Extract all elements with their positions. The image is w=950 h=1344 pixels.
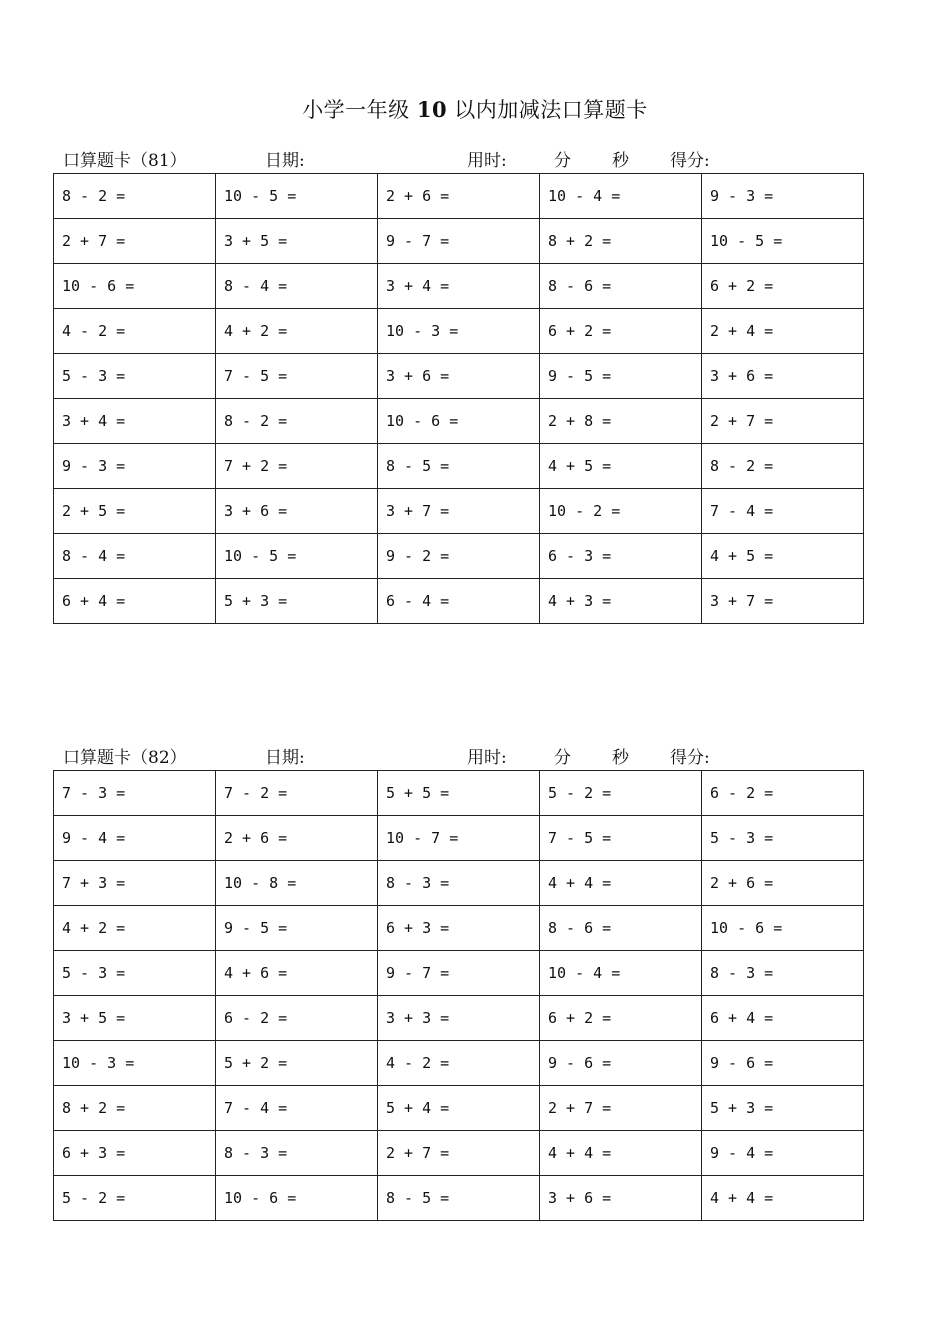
problem-cell: 5 - 3 = xyxy=(54,354,216,399)
problem-cell: 7 - 2 = xyxy=(216,771,378,816)
problem-cell: 9 - 7 = xyxy=(378,219,540,264)
time-label: 用时: xyxy=(467,151,507,171)
date-label: 日期: xyxy=(265,748,305,768)
title-number: 10 xyxy=(416,97,448,122)
table-row xyxy=(54,354,864,399)
problem-cell: 4 - 2 = xyxy=(378,1041,540,1086)
problem-cell: 2 + 6 = xyxy=(378,174,540,219)
problem-cell: 10 - 8 = xyxy=(216,861,378,906)
problem-cell: 3 + 4 = xyxy=(54,399,216,444)
problem-cell: 7 - 5 = xyxy=(216,354,378,399)
problem-cell: 7 - 5 = xyxy=(540,816,702,861)
minutes-label: 分 xyxy=(554,748,571,768)
problem-cell: 8 + 2 = xyxy=(540,219,702,264)
problem-cell: 10 - 6 = xyxy=(702,906,864,951)
problem-cell: 9 - 3 = xyxy=(54,444,216,489)
problem-cell: 6 - 2 = xyxy=(216,996,378,1041)
problem-cell: 4 + 5 = xyxy=(702,534,864,579)
problem-cell: 6 - 2 = xyxy=(702,771,864,816)
problem-cell: 10 - 2 = xyxy=(540,489,702,534)
problem-cell: 5 - 3 = xyxy=(54,951,216,996)
problem-cell: 2 + 7 = xyxy=(54,219,216,264)
problem-cell: 5 - 2 = xyxy=(540,771,702,816)
problem-cell: 8 + 2 = xyxy=(54,1086,216,1131)
problem-cell: 2 + 8 = xyxy=(540,399,702,444)
problem-cell: 9 - 5 = xyxy=(540,354,702,399)
seconds-label: 秒 xyxy=(612,151,629,171)
table-row xyxy=(54,1176,864,1221)
problem-cell: 2 + 7 = xyxy=(540,1086,702,1131)
problem-cell: 8 - 3 = xyxy=(378,861,540,906)
problem-cell: 10 - 5 = xyxy=(216,174,378,219)
problem-cell: 6 + 3 = xyxy=(54,1131,216,1176)
problem-cell: 8 - 6 = xyxy=(540,906,702,951)
score-label: 得分: xyxy=(670,151,710,171)
table-row xyxy=(54,906,864,951)
problem-cell: 8 - 5 = xyxy=(378,1176,540,1221)
table-row xyxy=(54,996,864,1041)
problem-cell: 3 + 5 = xyxy=(54,996,216,1041)
card-header xyxy=(0,743,950,767)
problem-cell: 4 + 2 = xyxy=(216,309,378,354)
problem-cell: 10 - 4 = xyxy=(540,174,702,219)
problem-cell: 5 + 3 = xyxy=(702,1086,864,1131)
problem-cell: 8 - 2 = xyxy=(216,399,378,444)
problem-cell: 6 + 4 = xyxy=(54,579,216,624)
date-label: 日期: xyxy=(265,151,305,171)
problem-cell: 9 - 2 = xyxy=(378,534,540,579)
table-row xyxy=(54,174,864,219)
problem-cell: 8 - 2 = xyxy=(702,444,864,489)
table-row xyxy=(54,771,864,816)
problem-cell: 9 - 4 = xyxy=(54,816,216,861)
table-row xyxy=(54,1041,864,1086)
problem-table xyxy=(53,770,864,1221)
problem-cell: 5 + 3 = xyxy=(216,579,378,624)
problem-cell: 7 + 3 = xyxy=(54,861,216,906)
problem-cell: 2 + 6 = xyxy=(702,861,864,906)
card-label: 口算题卡（81） xyxy=(63,151,187,171)
problem-cell: 2 + 7 = xyxy=(702,399,864,444)
problem-cell: 5 + 5 = xyxy=(378,771,540,816)
problem-cell: 6 - 3 = xyxy=(540,534,702,579)
problem-cell: 10 - 7 = xyxy=(378,816,540,861)
problem-cell: 4 + 5 = xyxy=(540,444,702,489)
table-row xyxy=(54,534,864,579)
problem-cell: 10 - 6 = xyxy=(378,399,540,444)
table-row xyxy=(54,816,864,861)
problem-cell: 4 + 3 = xyxy=(540,579,702,624)
problem-cell: 5 - 3 = xyxy=(702,816,864,861)
problem-cell: 6 + 3 = xyxy=(378,906,540,951)
problem-cell: 2 + 7 = xyxy=(378,1131,540,1176)
problem-cell: 4 + 4 = xyxy=(540,861,702,906)
problem-cell: 3 + 6 = xyxy=(378,354,540,399)
problem-cell: 9 - 3 = xyxy=(702,174,864,219)
problem-cell: 5 + 4 = xyxy=(378,1086,540,1131)
table-row xyxy=(54,1131,864,1176)
problem-cell: 9 - 6 = xyxy=(540,1041,702,1086)
table-row xyxy=(54,861,864,906)
table-row xyxy=(54,951,864,996)
problem-cell: 8 - 5 = xyxy=(378,444,540,489)
problem-cell: 10 - 5 = xyxy=(702,219,864,264)
table-row xyxy=(54,399,864,444)
card-label: 口算题卡（82） xyxy=(63,748,187,768)
problem-cell: 3 + 5 = xyxy=(216,219,378,264)
problem-cell: 7 - 3 = xyxy=(54,771,216,816)
problem-cell: 6 + 2 = xyxy=(540,309,702,354)
problem-cell: 4 - 2 = xyxy=(54,309,216,354)
problem-cell: 7 + 2 = xyxy=(216,444,378,489)
problem-table xyxy=(53,173,864,624)
title-prefix: 小学一年级 xyxy=(302,98,417,122)
minutes-label: 分 xyxy=(554,151,571,171)
problem-cell: 2 + 5 = xyxy=(54,489,216,534)
table-row xyxy=(54,1086,864,1131)
problem-cell: 8 - 4 = xyxy=(54,534,216,579)
problem-cell: 8 - 2 = xyxy=(54,174,216,219)
problem-cell: 6 + 2 = xyxy=(702,264,864,309)
score-label: 得分: xyxy=(670,748,710,768)
problem-cell: 4 + 6 = xyxy=(216,951,378,996)
problem-cell: 3 + 6 = xyxy=(702,354,864,399)
card-header xyxy=(0,146,950,170)
seconds-label: 秒 xyxy=(612,748,629,768)
table-row xyxy=(54,264,864,309)
problem-cell: 4 + 4 = xyxy=(540,1131,702,1176)
problem-cell: 10 - 4 = xyxy=(540,951,702,996)
problem-cell: 8 - 3 = xyxy=(216,1131,378,1176)
problem-cell: 10 - 6 = xyxy=(216,1176,378,1221)
problem-cell: 3 + 7 = xyxy=(378,489,540,534)
problem-cell: 10 - 3 = xyxy=(378,309,540,354)
problem-cell: 8 - 4 = xyxy=(216,264,378,309)
problem-cell: 3 + 6 = xyxy=(216,489,378,534)
problem-cell: 9 - 6 = xyxy=(702,1041,864,1086)
problem-cell: 2 + 6 = xyxy=(216,816,378,861)
page-title xyxy=(0,94,950,124)
problem-cell: 8 - 3 = xyxy=(702,951,864,996)
problem-cell: 5 + 2 = xyxy=(216,1041,378,1086)
problem-cell: 6 - 4 = xyxy=(378,579,540,624)
problem-cell: 4 + 4 = xyxy=(702,1176,864,1221)
problem-cell: 10 - 3 = xyxy=(54,1041,216,1086)
problem-cell: 3 + 6 = xyxy=(540,1176,702,1221)
table-row xyxy=(54,219,864,264)
problem-cell: 8 - 6 = xyxy=(540,264,702,309)
problem-cell: 3 + 3 = xyxy=(378,996,540,1041)
title-suffix: 以内加减法口算题卡 xyxy=(447,98,648,122)
problem-cell: 6 + 2 = xyxy=(540,996,702,1041)
problem-cell: 3 + 7 = xyxy=(702,579,864,624)
problem-cell: 7 - 4 = xyxy=(216,1086,378,1131)
problem-cell: 9 - 7 = xyxy=(378,951,540,996)
problem-cell: 3 + 4 = xyxy=(378,264,540,309)
table-row xyxy=(54,489,864,534)
problem-cell: 10 - 6 = xyxy=(54,264,216,309)
table-row xyxy=(54,579,864,624)
problem-cell: 9 - 5 = xyxy=(216,906,378,951)
time-label: 用时: xyxy=(467,748,507,768)
problem-cell: 4 + 2 = xyxy=(54,906,216,951)
problem-cell: 5 - 2 = xyxy=(54,1176,216,1221)
problem-cell: 2 + 4 = xyxy=(702,309,864,354)
problem-cell: 10 - 5 = xyxy=(216,534,378,579)
table-row xyxy=(54,309,864,354)
problem-cell: 6 + 4 = xyxy=(702,996,864,1041)
problem-cell: 9 - 4 = xyxy=(702,1131,864,1176)
problem-cell: 7 - 4 = xyxy=(702,489,864,534)
table-row xyxy=(54,444,864,489)
